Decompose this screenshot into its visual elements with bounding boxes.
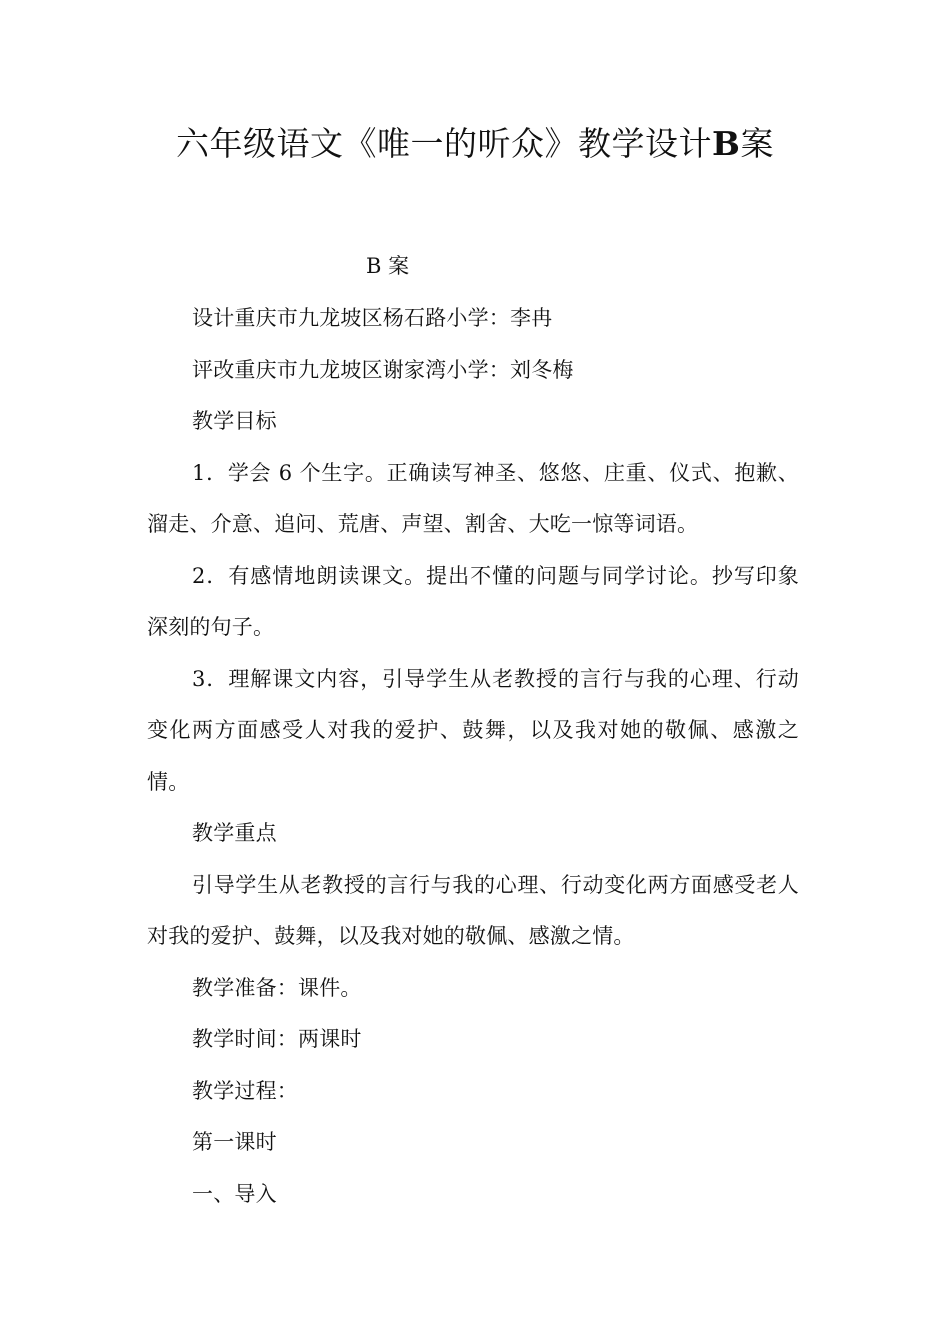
- title-suffix: 案: [740, 124, 774, 163]
- paragraph-focus: 引导学生从老教授的言行与我的心理、行动变化两方面感受老人对我的爱护、鼓舞，以及我对她的敬佩、感激之情。: [147, 872, 799, 948]
- heading-teaching-focus: 教学重点: [192, 821, 277, 845]
- paragraph-goal-1: 1．学会 6 个生字。正确读写神圣、悠悠、庄重、仪式、抱歉、溜走、介意、追问、荒唐、声望、割舍、大吃一惊等词语。: [147, 460, 799, 536]
- document-body: [147, 293, 799, 1220]
- paragraph-designer: 设计重庆市九龙坡区杨石路小学：李冉: [192, 306, 553, 330]
- document-title: [0, 118, 950, 170]
- heading-process: 教学过程：: [192, 1078, 298, 1103]
- title-bold-letter: B: [712, 124, 741, 163]
- paragraph-time: 教学时间：两课时: [192, 1027, 362, 1051]
- heading-first-lesson: 第一课时: [192, 1130, 277, 1154]
- title-prefix: 六年级语文《唯一的听众》教学设计: [176, 124, 713, 163]
- document-subtitle: B 案: [366, 254, 410, 278]
- heading-introduction: 一、导入: [192, 1181, 277, 1206]
- heading-teaching-goals: 教学目标: [192, 409, 277, 433]
- paragraph-goal-3: 3．理解课文内容，引导学生从老教授的言行与我的心理、行动变化两方面感受人对我的爱护、鼓舞，以及我对她的敬佩、感激之情。: [147, 666, 799, 794]
- paragraph-goal-2: 2．有感情地朗读课文。提出不懂的问题与同学讨论。抄写印象深刻的句子。: [147, 563, 799, 639]
- paragraph-preparation: 教学准备：课件。: [192, 975, 362, 1000]
- paragraph-reviewer: 评改重庆市九龙坡区谢家湾小学：刘冬梅: [192, 357, 574, 382]
